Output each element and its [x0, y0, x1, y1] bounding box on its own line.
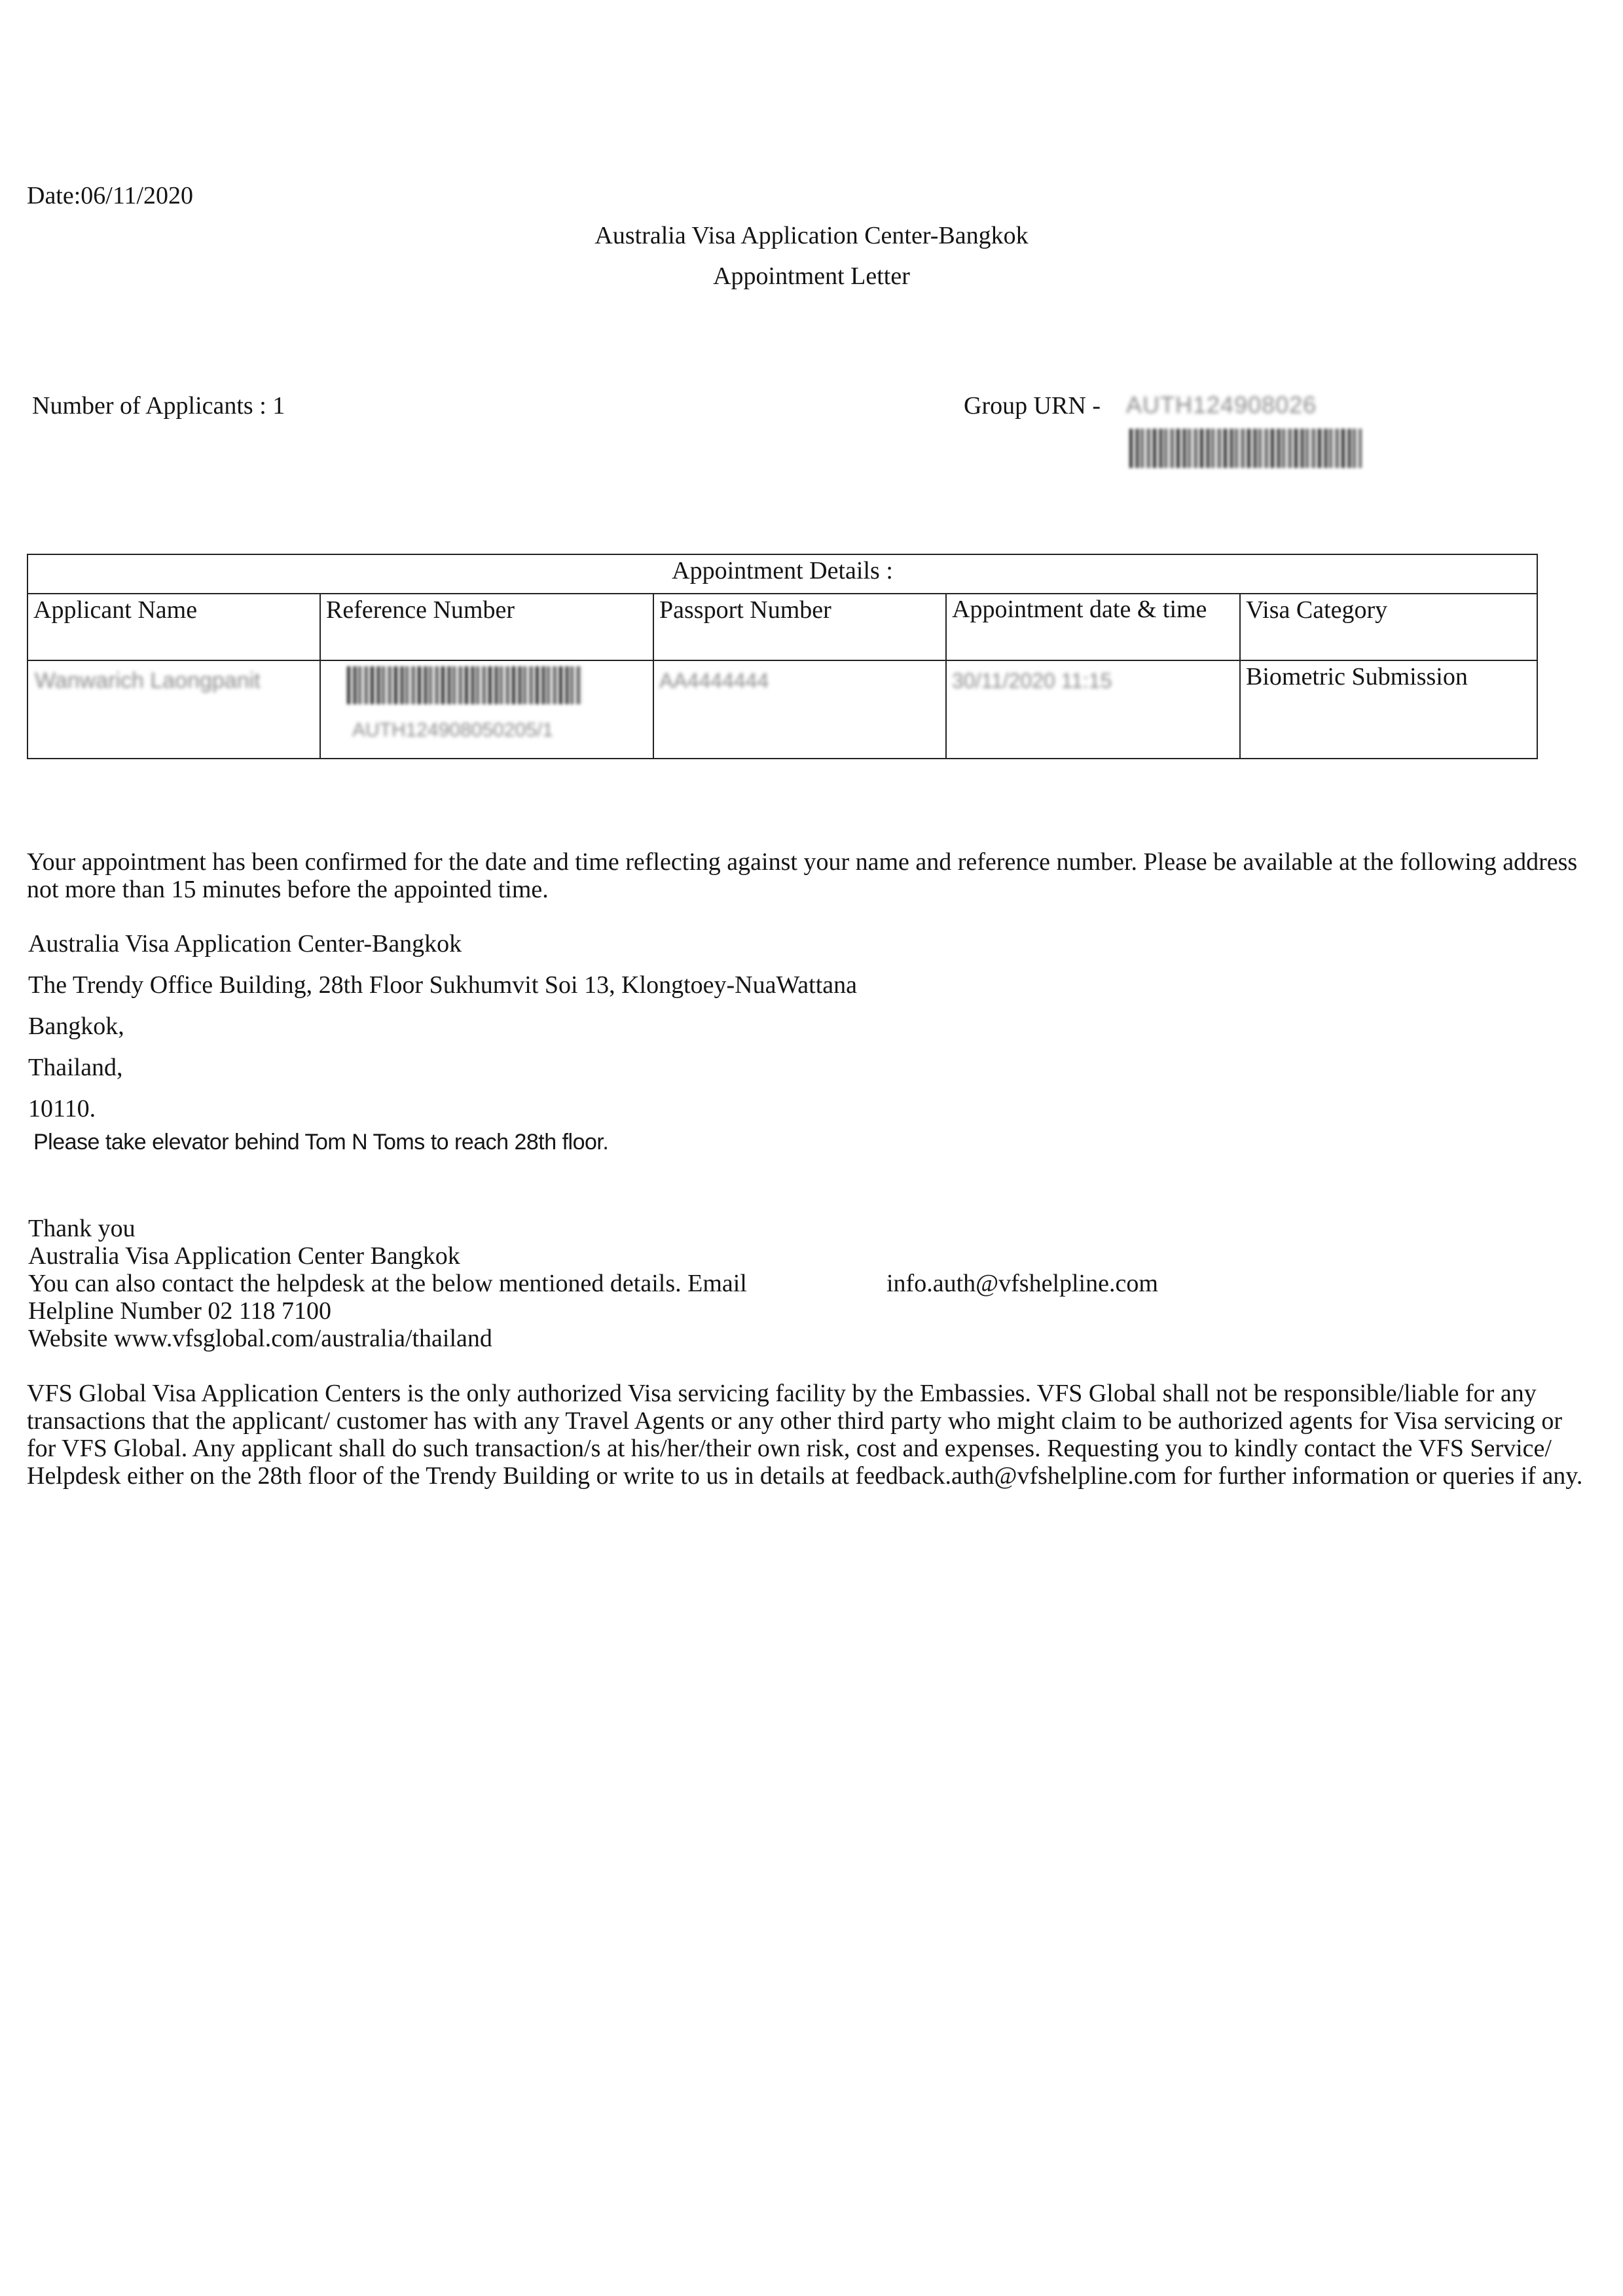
address-line-3: Bangkok,: [28, 1013, 124, 1040]
applicants-count: Number of Applicants : 1: [32, 392, 285, 420]
group-urn-label: Group URN -: [964, 392, 1101, 420]
address-line-1: Australia Visa Application Center-Bangkok: [28, 930, 462, 958]
confirmation-text: Your appointment has been confirmed for the date and time reflecting against your name and reference number. Please be available at the following address not more than 15 minutes before the appointed time.: [27, 848, 1578, 903]
helpdesk-text: You can also contact the helpdesk at the below mentioned details. Email: [28, 1270, 747, 1297]
address-line-4: Thailand,: [28, 1054, 123, 1081]
header-reference-number: Reference Number: [320, 594, 653, 660]
header-passport-number: Passport Number: [653, 594, 946, 660]
cell-applicant-name: [27, 660, 320, 759]
website: Website www.vfsglobal.com/australia/thailand: [28, 1325, 492, 1352]
thank-you: Thank you: [28, 1215, 136, 1242]
applicant-name-value: Wanwarich Laongpanit: [35, 668, 261, 693]
table-caption: Appointment Details :: [27, 554, 1537, 594]
disclaimer-text: VFS Global Visa Application Centers is the only authorized Visa servicing facility by the Embassies. VFS Global shall not be responsible/liable for any transactions that the applicant/ customer has with any Travel Agents or any other third party who might claim to be authorized agents for Visa servicing or for VFS Global. Any applicant shall do such transaction/s at his/her/their own risk, cost and expenses. Requesting you to kindly contact the VFS Service/ Helpdesk either on the 28th floor of the Trendy Building or write to us in details at feedback.auth@vfshelpline.com for further information or queries if any.: [27, 1380, 1583, 1490]
signature: Australia Visa Application Center Bangkok: [28, 1242, 460, 1270]
appointment-datetime-value: 30/11/2020 11:15: [952, 669, 1112, 692]
header-applicant-name: Applicant Name: [27, 594, 320, 660]
letter-date: Date:06/11/2020: [27, 182, 193, 209]
header-visa-category: Visa Category: [1240, 594, 1537, 660]
cell-passport-number: [653, 660, 946, 759]
group-urn-value: AUTH124908026: [1126, 391, 1317, 418]
cell-appointment-datetime: [946, 660, 1240, 759]
reference-number-value: AUTH124908050205/1: [352, 719, 553, 741]
header-appointment-datetime: Appointment date & time: [946, 594, 1240, 660]
appointment-table: [27, 554, 1538, 759]
address-line-2: The Trendy Office Building, 28th Floor Sukhumvit Soi 13, Klongtoey-NuaWattana: [28, 971, 857, 999]
cell-reference-number: [320, 660, 653, 759]
reference-barcode: [347, 666, 583, 704]
cell-visa-category: Biometric Submission: [1240, 660, 1537, 759]
table-row: [27, 660, 1537, 759]
passport-number-value: AA4444444: [659, 669, 769, 692]
helpdesk-email: info.auth@vfshelpline.com: [886, 1270, 1158, 1297]
letter-title: Appointment Letter: [713, 262, 910, 290]
address-line-5: 10110.: [28, 1095, 96, 1122]
elevator-note: Please take elevator behind Tom N Toms to reach 28th floor.: [33, 1130, 609, 1155]
helpline-number: Helpline Number 02 118 7100: [28, 1297, 331, 1325]
center-name: Australia Visa Application Center-Bangkok: [594, 222, 1029, 249]
group-urn-barcode: [1129, 429, 1362, 468]
